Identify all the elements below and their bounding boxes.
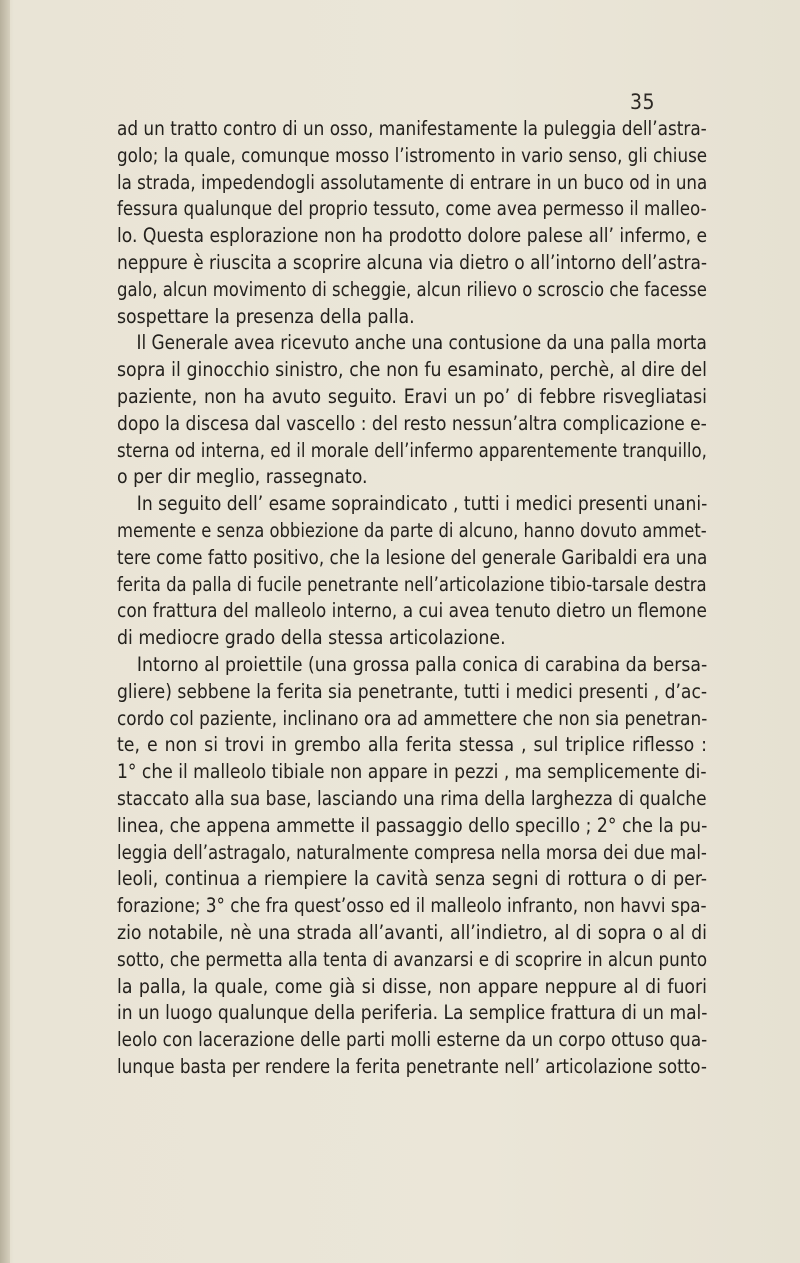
paragraph-start-line: Il Generale avea ricevuto anche una contusione da una palla morta <box>136 331 707 355</box>
text-line: sotto, che permetta alla tenta di avanzarsi e di scoprire in alcun punto <box>117 947 708 971</box>
text-line: memente e senza obbiezione da parte di alcuno, hanno dovuto ammet- <box>117 518 707 542</box>
text-line: zio notabile, nè una strada all’avanti, all’indietro, al di sopra o al di <box>117 920 707 944</box>
text-line: paziente, non ha avuto seguito. Eravi un po’ di febbre risvegliatasi <box>117 384 707 408</box>
page-number: 35 <box>630 90 656 114</box>
text-line: tere come fatto positivo, che la lesione del generale Garibaldi era una <box>117 545 708 569</box>
text-line: neppure è riuscita a scoprire alcuna via dietro o all’intorno dell’astra- <box>117 250 708 274</box>
text-line: te, e non si trovi in grembo alla ferita stessa , sul triplice riflesso : <box>117 733 707 757</box>
text-line: leggia dell’astragalo, naturalmente compresa nella morsa dei due mal- <box>117 840 707 864</box>
paragraph-start-line: Intorno al proiettile (una grossa palla conica di carabina da bersa- <box>136 652 708 676</box>
text-line: golo; la quale, comunque mosso l’istromento in vario senso, gli chiuse <box>117 143 708 167</box>
text-line: con frattura del malleolo interno, a cui avea tenuto dietro un flemone <box>117 599 707 623</box>
text-line: ad un tratto contro di un osso, manifestamente la puleggia dell’astra- <box>117 117 707 140</box>
text-line: in un luogo qualunque della periferia. La semplice frattura di un mal- <box>117 1001 708 1025</box>
text-line: o per dir meglio, rassegnato. <box>117 465 368 489</box>
text-line: lo. Questa esplorazione non ha prodotto dolore palese all’ infermo, e <box>117 224 708 248</box>
text-line: lunque basta per rendere la ferita penetrante nell’ articolazione sotto- <box>117 1054 707 1078</box>
text-line: galo, alcun movimento di scheggie, alcun rilievo o scroscio che facesse <box>117 277 707 301</box>
text-line: sospettare la presenza della palla. <box>117 304 415 328</box>
text-line: sterna od interna, ed il morale dell’infermo apparentemente tranquillo, <box>117 438 707 462</box>
text-line: gliere) sebbene la ferita sia penetrante, tutti i medici presenti , d’ac- <box>117 679 708 703</box>
binding-edge <box>0 0 10 1263</box>
text-line: 1° che il malleolo tibiale non appare in pezzi , ma semplicemente di- <box>117 760 707 784</box>
text-line: staccato alla sua base, lasciando una rima della larghezza di qualche <box>117 786 707 810</box>
text-line: linea, che appena ammette il passaggio dello specillo ; 2° che la pu- <box>117 813 708 837</box>
body-text <box>117 116 707 1081</box>
text-line: cordo col paziente, inclinano ora ad ammettere che non sia penetran- <box>117 706 708 730</box>
text-line: leolo con lacerazione delle parti molli esterne da un corpo ottuso qua- <box>117 1028 708 1052</box>
text-line: forazione; 3° che fra quest’osso ed il malleolo infranto, non havvi spa- <box>117 894 707 918</box>
text-line: la strada, impedendogli assolutamente di entrare in un buco od in una <box>117 170 708 194</box>
text-line: leoli, continua a riempiere la cavità senza segni di rottura o di per- <box>117 867 707 891</box>
text-line: ferita da palla di fucile penetrante nell’articolazione tibio-tarsale destra <box>117 572 707 596</box>
text-line: di mediocre grado della stessa articolazione. <box>117 626 506 650</box>
text-line: dopo la discesa dal vascello : del resto nessun’altra complicazione e- <box>117 411 707 435</box>
text-line: sopra il ginocchio sinistro, che non fu esaminato, perchè, al dire del <box>117 358 707 382</box>
text-line: la palla, la quale, come già si disse, non appare neppure al di fuori <box>117 974 707 998</box>
paragraph-start-line: In seguito dell’ esame sopraindicato , tutti i medici presenti unani- <box>136 492 708 516</box>
text-line: fessura qualunque del proprio tessuto, come avea permesso il malleo- <box>117 197 707 221</box>
